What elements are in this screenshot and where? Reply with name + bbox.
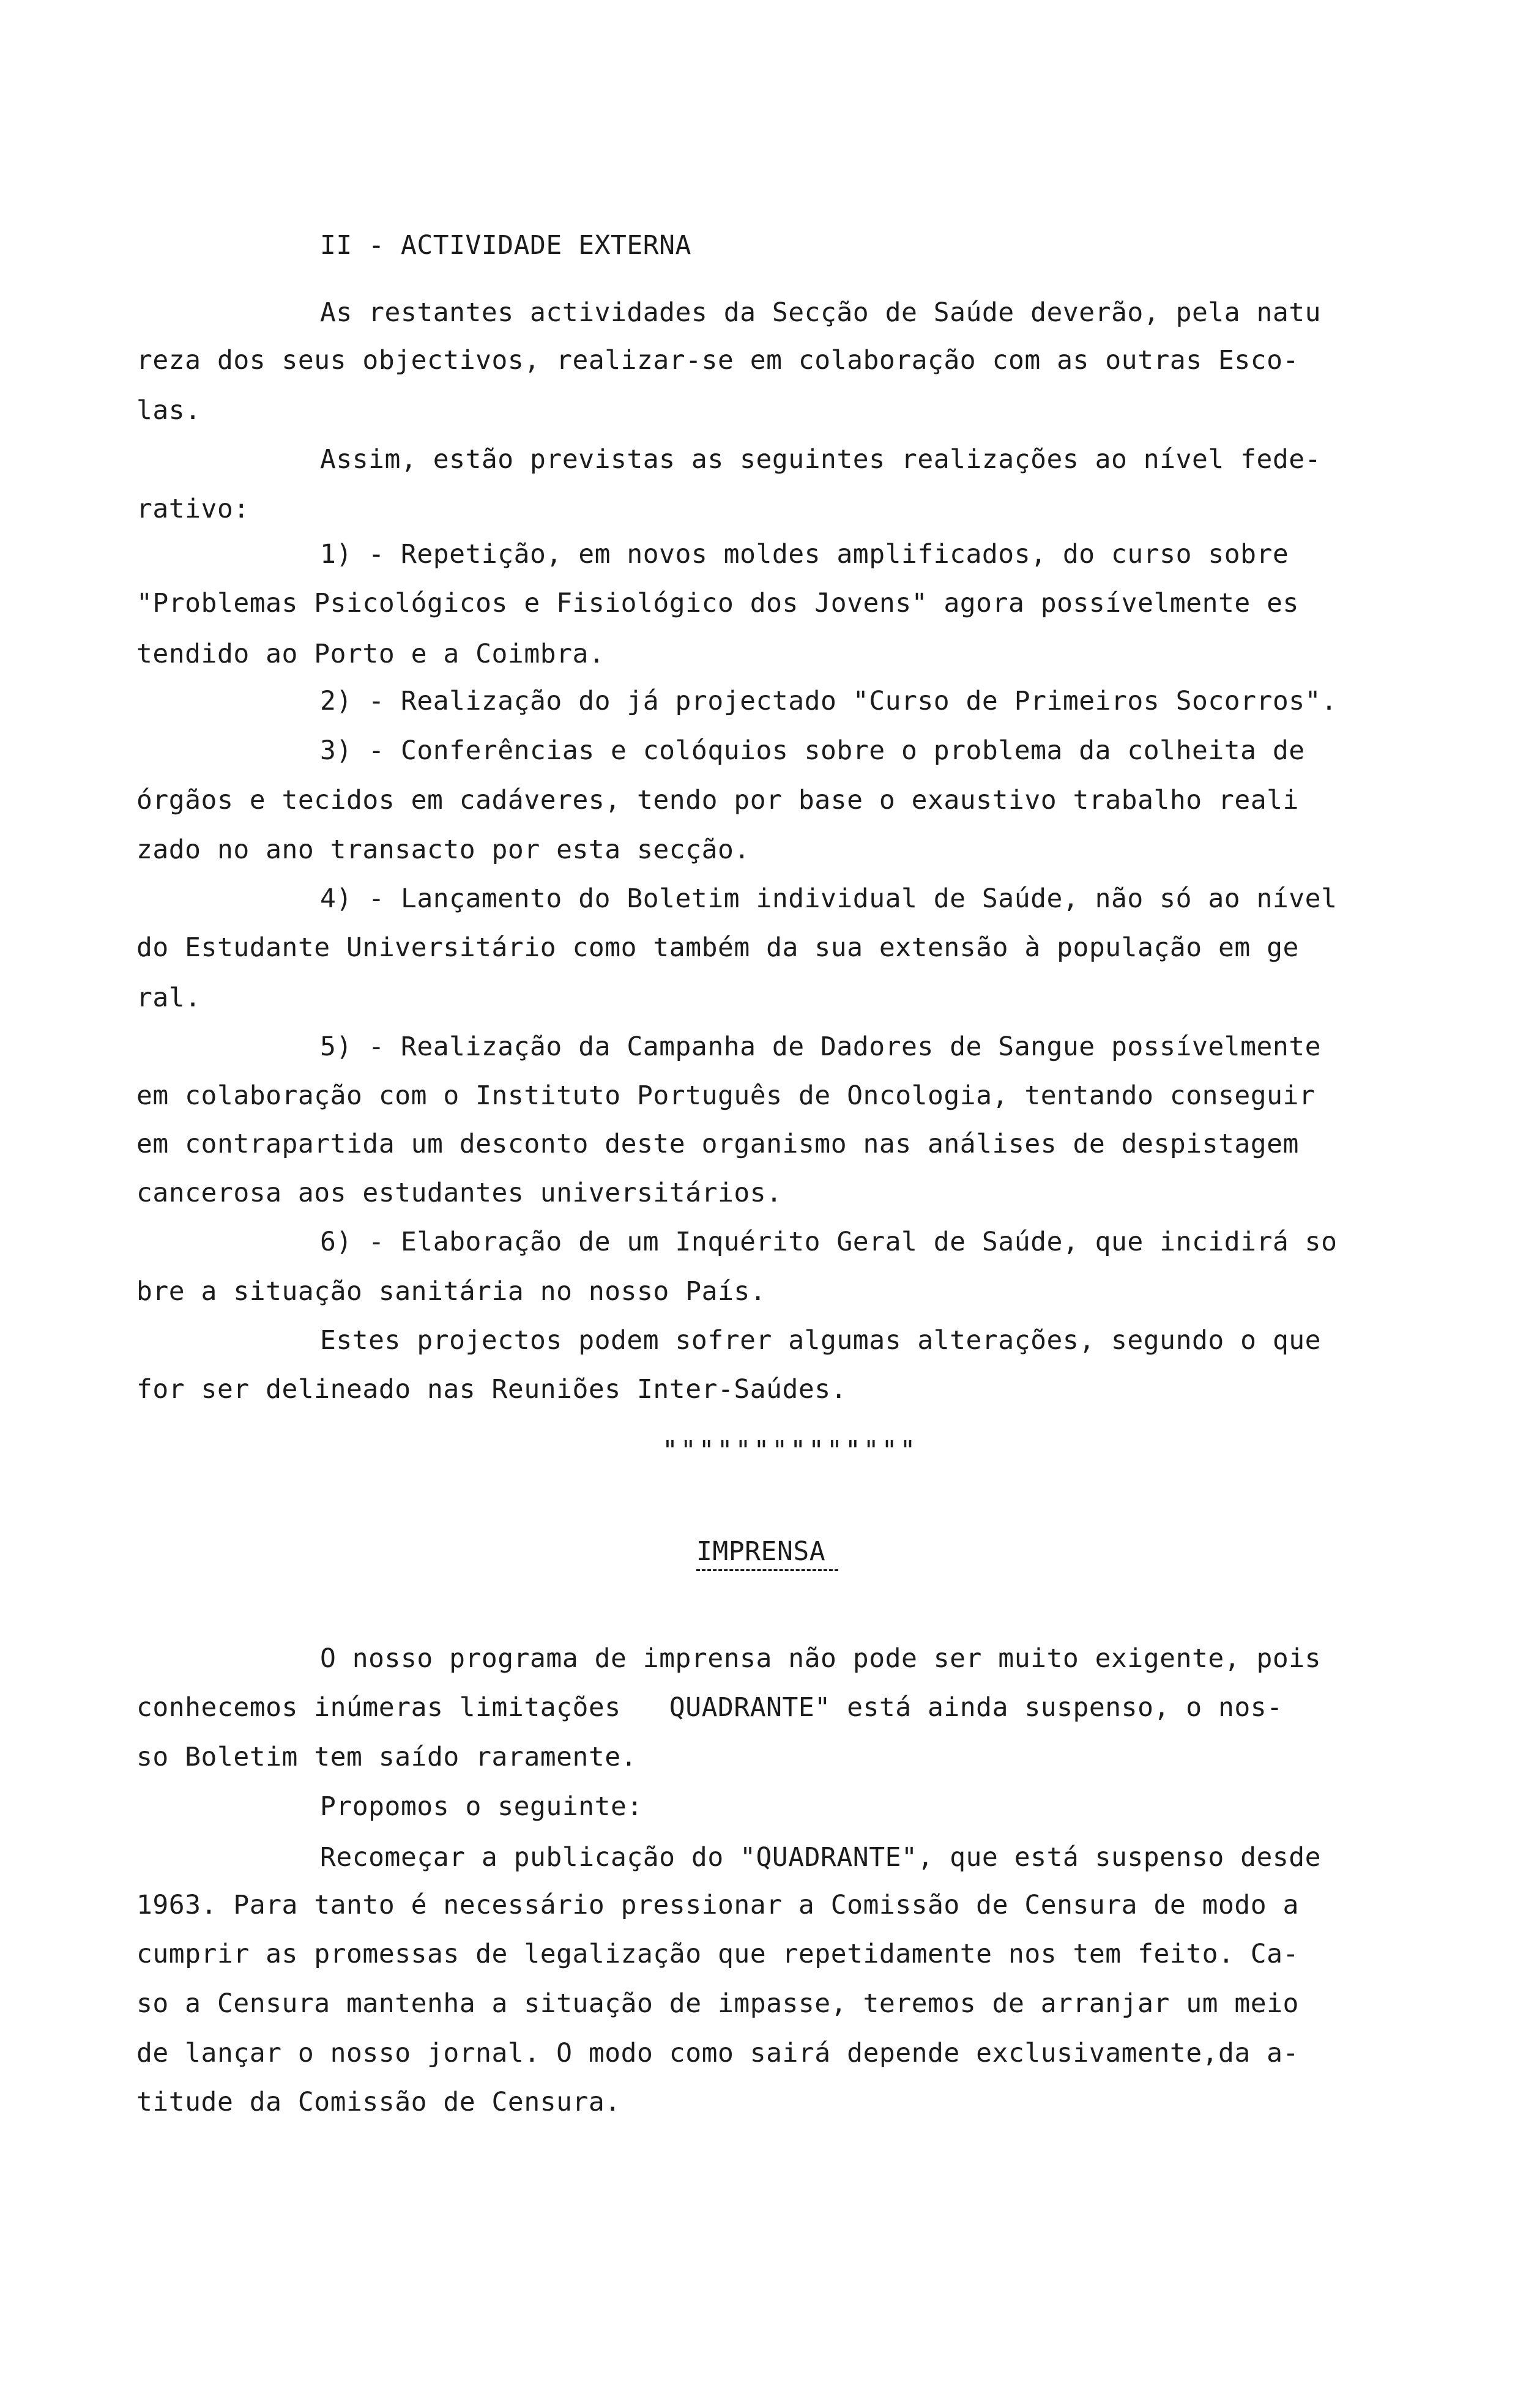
item-2-line-1: 2) - Realização do já projectado "Curso de Primeiros Socorros". (320, 686, 1338, 716)
proposal-line-5: de lançar o nosso jornal. O modo como sairá depende exclusivamente,da a- (136, 2038, 1299, 2068)
press-heading: IMPRENSA (696, 1536, 826, 1567)
item-4-line-2: do Estudante Universitário como também da sua extensão à população em ge (136, 932, 1299, 963)
item-5-line-3: em contrapartida um desconto deste organismo nas análises de despistagem (136, 1129, 1299, 1159)
plan-intro-line-1: Assim, estão previstas as seguintes realizações ao nível fede- (320, 444, 1322, 475)
proposal-line-6: titude da Comissão de Censura. (136, 2087, 621, 2117)
item-5-line-2: em colaboração com o Instituto Português de Oncologia, tentando conseguir (136, 1080, 1316, 1111)
intro-line-2: reza dos seus objectivos, realizar-se em colaboração com as outras Esco- (136, 345, 1299, 376)
item-3-line-1: 3) - Conferências e colóquios sobre o problema da colheita de (320, 735, 1305, 766)
plan-intro-line-2: rativo: (136, 494, 250, 524)
item-6-line-2: bre a situação sanitária no nosso País. (136, 1276, 767, 1307)
item-1-line-2: "Problemas Psicológicos e Fisiológico dos Jovens" agora possívelmente es (136, 588, 1299, 619)
proposal-line-4: so a Censura mantenha a situação de impasse, teremos de arranjar um meio (136, 1988, 1299, 2019)
item-3-line-3: zado no ano transacto por esta secção. (136, 834, 750, 865)
intro-line-3: las. (136, 395, 201, 426)
press-intro-line-3: so Boletim tem saído raramente. (136, 1742, 638, 1772)
item-5-line-4: cancerosa aos estudantes universitários. (136, 1178, 783, 1208)
section-heading: II - ACTIVIDADE EXTERNA (320, 230, 691, 261)
intro-line-1: As restantes actividades da Secção de Saúde deverão, pela natu (320, 297, 1322, 328)
proposal-label: Propomos o seguinte: (320, 1791, 643, 1822)
press-intro-line-1: O nosso programa de imprensa não pode ser muito exigente, pois (320, 1643, 1322, 1674)
item-4-line-3: ral. (136, 983, 201, 1013)
item-3-line-2: órgãos e tecidos em cadáveres, tendo por base o exaustivo trabalho reali (136, 785, 1299, 816)
proposal-line-3: cumprir as promessas de legalização que repetidamente nos tem feito. Ca- (136, 1939, 1299, 1969)
item-1-line-1: 1) - Repetição, em novos moldes amplificados, do curso sobre (320, 539, 1289, 570)
proposal-line-2: 1963. Para tanto é necessário pressionar a Comissão de Censura de modo a (136, 1890, 1299, 1920)
press-heading-underline (696, 1569, 838, 1571)
item-1-line-3: tendido ao Porto e a Coimbra. (136, 639, 605, 669)
proposal-line-1: Recomeçar a publicação do "QUADRANTE", que está suspenso desde (320, 1842, 1322, 1873)
closing-line-2: for ser delineado nas Reuniões Inter-Saúdes. (136, 1374, 847, 1405)
item-6-line-1: 6) - Elaboração de um Inquérito Geral de Saúde, que incidirá so (320, 1227, 1338, 1257)
closing-line-1: Estes projectos podem sofrer algumas alterações, segundo o que (320, 1325, 1322, 1356)
press-intro-line-2: conhecemos inúmeras limitações QUADRANTE" está ainda suspenso, o nos- (136, 1692, 1283, 1723)
item-5-line-1: 5) - Realização da Campanha de Dadores de Sangue possívelmente (320, 1031, 1322, 1062)
item-4-line-1: 4) - Lançamento do Boletim individual de Saúde, não só ao nível (320, 883, 1338, 914)
separator: """""""""""""" (662, 1435, 918, 1466)
